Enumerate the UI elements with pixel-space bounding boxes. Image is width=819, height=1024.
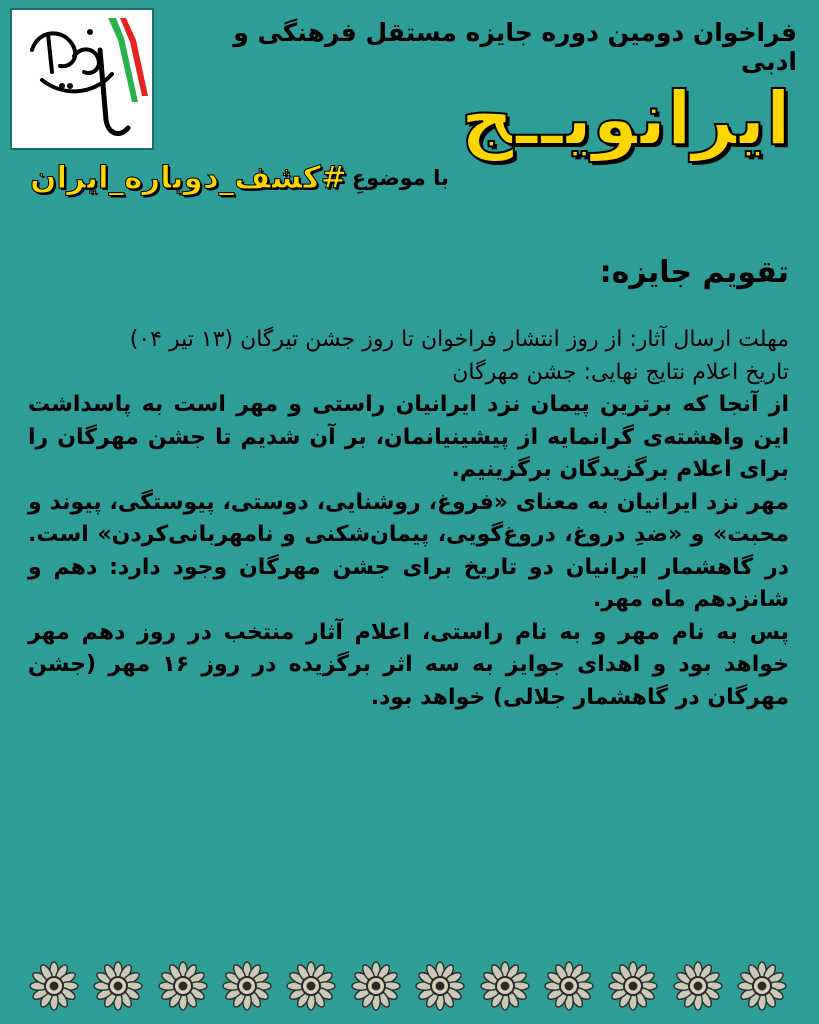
paragraph-deadline: مهلت ارسال آثار: از روز انتشار فراخوان تا روز جشن تیرگان (۱۳ تیر ۰۴): [129, 327, 789, 352]
flower-rosette-icon: [285, 960, 337, 1012]
logo: [10, 8, 154, 150]
paragraph-awards-schedule: پس به نام مهر و به نام راستی، اعلام آثار منتخب در روز دهم مهر خواهد بود و اهدای جوایز به سه اثر برگزیده در روز ۱۶ مهر (جشن مهرگان در گاهشمار جلالی) خواهد بود.: [28, 619, 789, 711]
flower-rosette-icon: [414, 960, 466, 1012]
topic-hashtag: #کشف_دوباره_ایران: [30, 160, 347, 196]
flower-rosette-icon: [543, 960, 595, 1012]
flower-rosette-icon: [28, 960, 80, 1012]
paragraph-results-date: تاریخ اعلام نتایج نهایی: جشن مهرگان: [452, 359, 789, 385]
headline: فراخوان دومین دوره جایزه مستقل فرهنگی و ادبی: [233, 18, 797, 76]
flower-rosette-icon: [92, 960, 144, 1012]
paragraph-mehregan-intro: از آنجا که برترین پیمان نزد ایرانیان راستی و مهر است به پاسداشت این واهشته‌ی گرانمایه از پیشینیانمان، بر آن شدیم تا جشن مهرگان را برای اعلام برگزیدگان برگزینیم.: [28, 392, 789, 483]
topic-line: [30, 160, 449, 196]
flower-rosette-icon: [157, 960, 209, 1012]
brand-title: ایرانویــج: [460, 76, 791, 162]
topic-prefix: با موضوعِ: [351, 166, 449, 190]
flower-rosette-icon: [672, 960, 724, 1012]
flower-rosette-icon: [736, 960, 788, 1012]
flower-rosette-icon: [479, 960, 531, 1012]
body-content: [28, 324, 789, 715]
footer-ornaments: [28, 958, 788, 1014]
section-title: تقویم جایزه:: [599, 255, 789, 290]
flower-rosette-icon: [221, 960, 273, 1012]
flower-rosette-icon: [607, 960, 659, 1012]
logo-calligraphy-icon: [12, 10, 152, 148]
flower-rosette-icon: [350, 960, 402, 1012]
paragraph-mehr-meaning: مهر نزد ایرانیان به معنای «فروغ، روشنایی، دوستی، پیوستگی، پیوند و محبت» و «ضدِ دروغ، دروغ‌گویی، پیمان‌شکنی و نامهربانی‌کردن» است. در گاهشمار ایرانیان دو تاریخ برای جشن مهرگان وجود دارد: دهم و شانزدهم ماه مهر.: [28, 489, 789, 613]
